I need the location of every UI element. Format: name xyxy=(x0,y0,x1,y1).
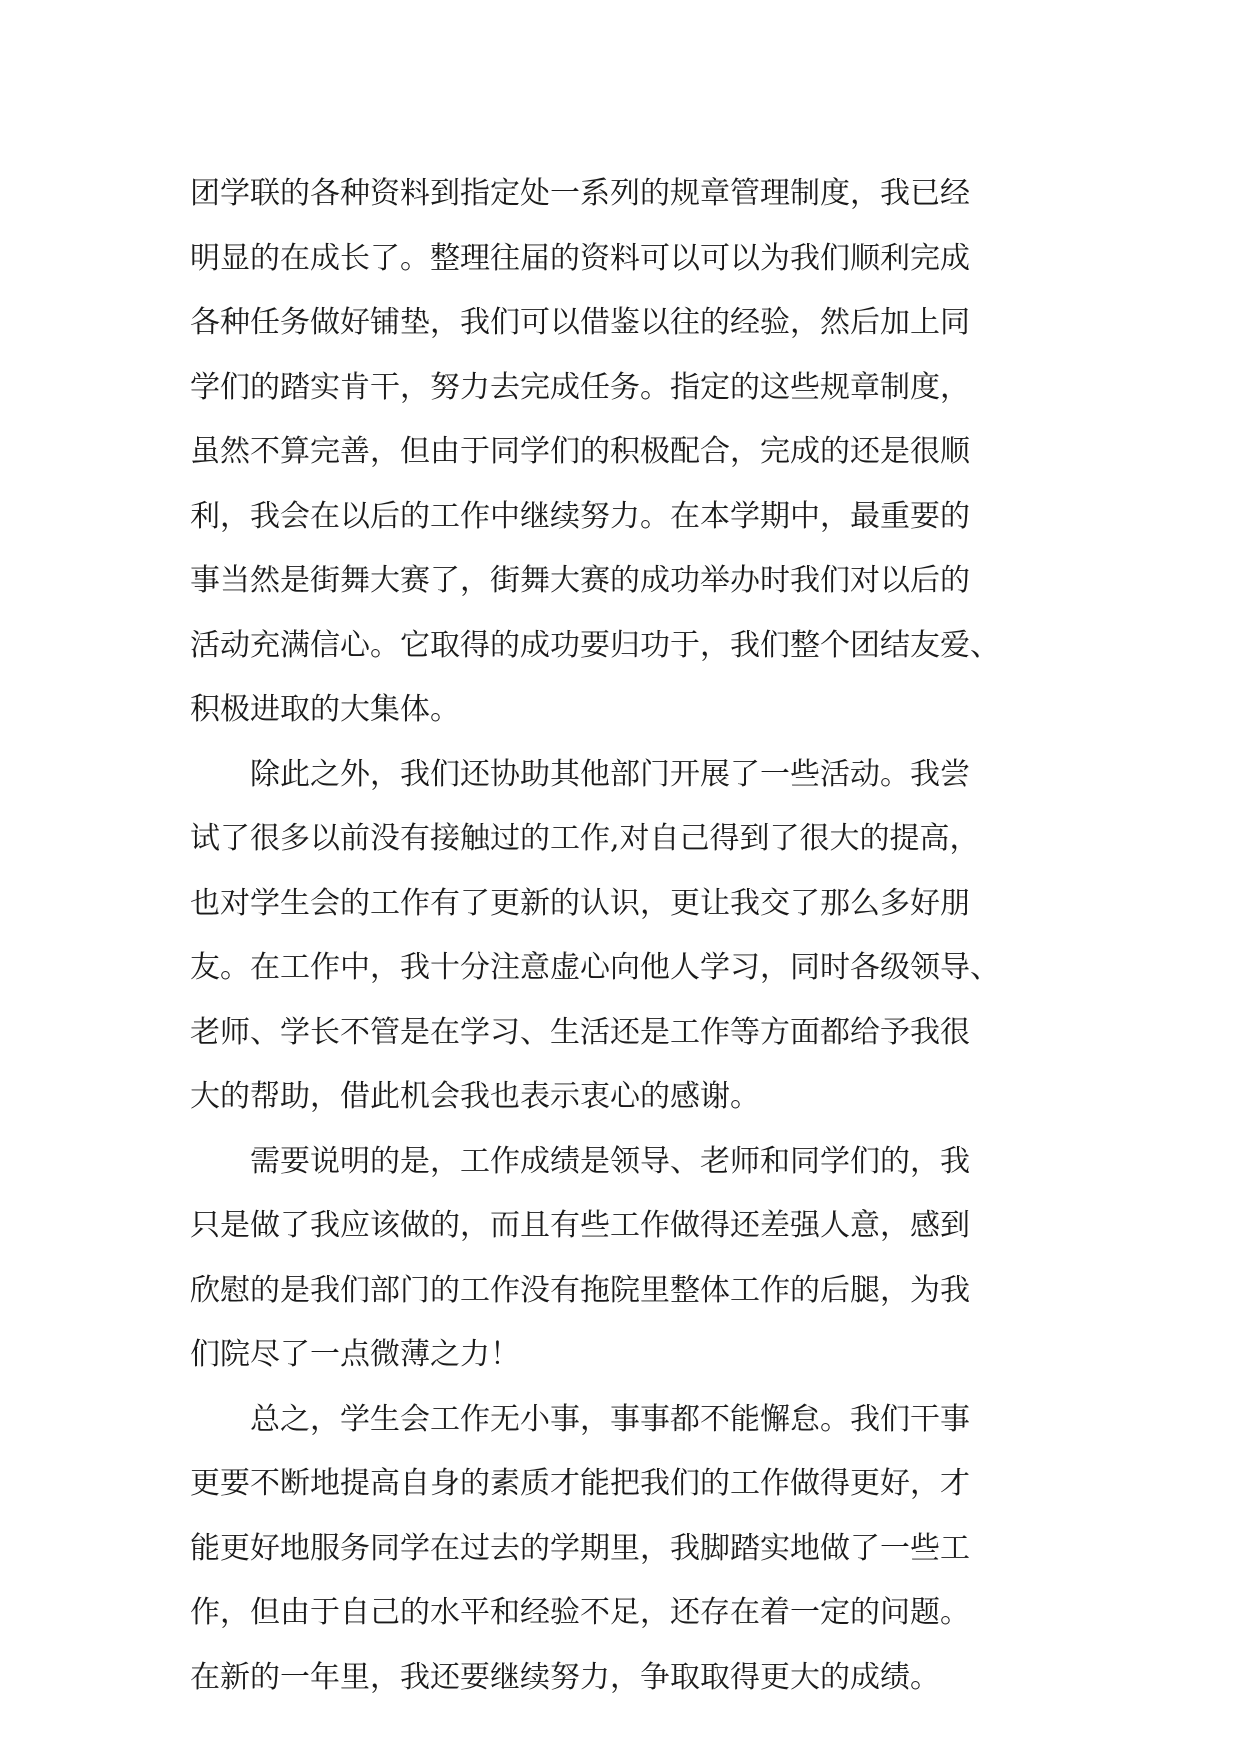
text-line: 也对学生会的工作有了更新的认识，更让我交了那么多好朋 xyxy=(190,885,970,921)
text-line: 们院尽了一点微薄之力！ xyxy=(190,1337,520,1372)
text-line: 各种任务做好铺垫，我们可以借鉴以往的经验，然后加上同 xyxy=(190,305,970,340)
paragraph-first-line: 除此之外，我们还协助其他部门开展了一些活动。我尝 xyxy=(250,756,970,792)
text-line: 学们的踏实肯干，努力去完成任务。指定的这些规章制度， xyxy=(190,369,970,405)
text-line: 老师、学长不管是在学习、生活还是工作等方面都给予我很 xyxy=(190,1014,970,1050)
text-line: 友。在工作中，我十分注意虚心向他人学习，同时各级领导、 xyxy=(190,950,1000,985)
text-line: 只是做了我应该做的，而且有些工作做得还差强人意，感到 xyxy=(190,1208,970,1243)
document-body xyxy=(190,162,1070,1710)
text-line: 事当然是街舞大赛了，街舞大赛的成功举办时我们对以后的 xyxy=(190,563,970,598)
text-line: 欣慰的是我们部门的工作没有拖院里整体工作的后腿，为我 xyxy=(190,1272,970,1308)
text-line: 大的帮助，借此机会我也表示衷心的感谢。 xyxy=(190,1079,760,1114)
text-line: 利，我会在以后的工作中继续努力。在本学期中，最重要的 xyxy=(190,498,970,534)
text-line: 团学联的各种资料到指定处一系列的规章管理制度，我已经 xyxy=(190,176,970,211)
text-line: 活动充满信心。它取得的成功要归功于，我们整个团结友爱、 xyxy=(190,627,1000,663)
text-line: 作，但由于自己的水平和经验不足，还存在着一定的问题。 xyxy=(190,1595,970,1630)
text-line: 更要不断地提高自身的素质才能把我们的工作做得更好，才 xyxy=(190,1466,970,1501)
paragraph-first-line: 需要说明的是，工作成绩是领导、老师和同学们的，我 xyxy=(250,1143,970,1179)
text-line: 虽然不算完善，但由于同学们的积极配合，完成的还是很顺 xyxy=(190,434,970,469)
text-line: 在新的一年里，我还要继续努力，争取取得更大的成绩。 xyxy=(190,1659,940,1695)
paragraph-first-line: 总之，学生会工作无小事，事事都不能懈怠。我们干事 xyxy=(250,1401,970,1437)
text-line: 积极进取的大集体。 xyxy=(190,692,460,727)
text-line: 明显的在成长了。整理往届的资料可以可以为我们顺利完成 xyxy=(190,240,970,276)
text-line: 试了很多以前没有接触过的工作,对自己得到了很大的提高， xyxy=(190,821,980,856)
text-line: 能更好地服务同学在过去的学期里，我脚踏实地做了一些工 xyxy=(190,1530,970,1566)
